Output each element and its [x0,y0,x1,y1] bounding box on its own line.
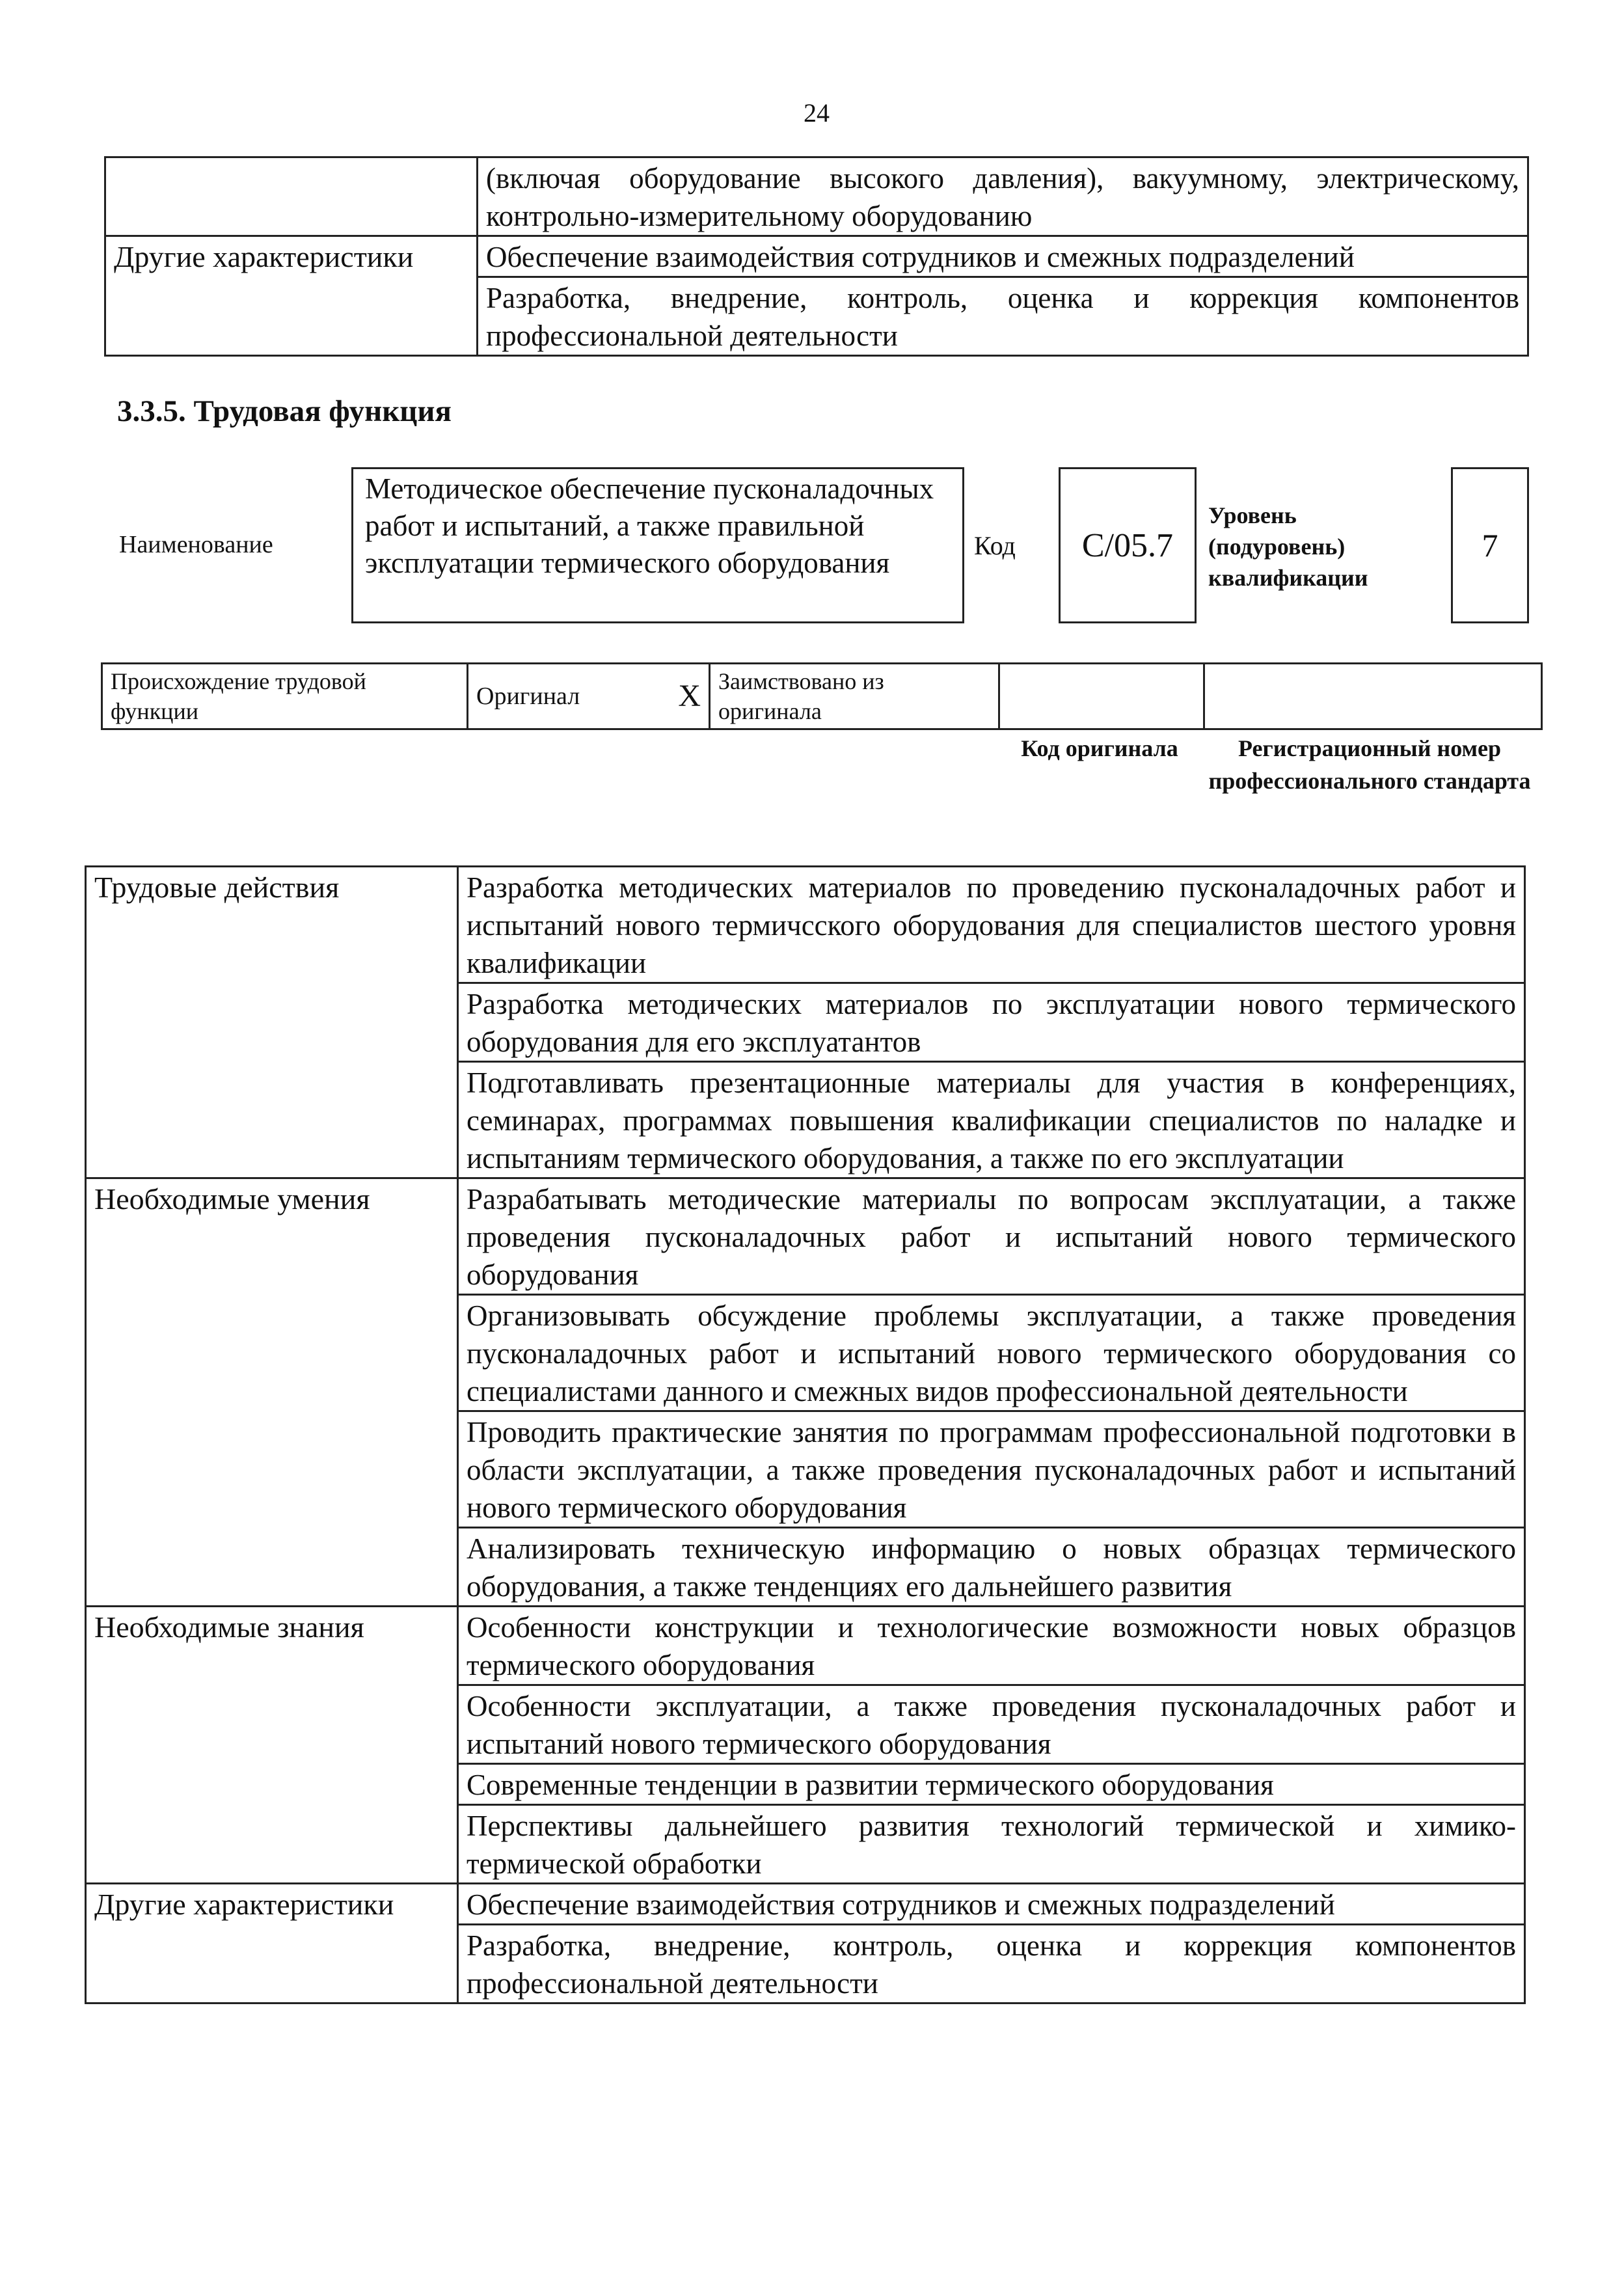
table-cell: Подготавливать презентационные материалы для участия в конференциях, семинарах, программах повышения квалификации специалистов по наладке и испытаниям термического оборудования, а также по его эксплуатации [458,1062,1525,1178]
origin-code-cell [999,664,1204,729]
table-cell: Разработка методических материалов по проведению пусконаладочных работ и испытаний нового термичсского оборудования для специалистов шестого уровня квалификации [458,867,1525,983]
code-label: Код [974,531,1016,560]
code-original-caption: Код оригинала [1021,735,1178,761]
page-number: 24 [804,98,830,128]
table-cell: Особенности конструкции и технологические возможности новых образцов термического оборудования [458,1607,1525,1685]
empty-label-cell [105,157,478,236]
name-label: Наименование [119,531,273,558]
table-cell: Современные тенденции в развитии термического оборудования [458,1764,1525,1805]
continuation-table [104,156,1529,357]
level-label-text: Уровень (подуровень) квалификации [1208,502,1368,591]
row-label-actions: Трудовые действия [86,867,458,1178]
level-label [1208,500,1429,593]
table-cell: Обеспечение взаимодействия сотрудников и смежных подразделений [458,1884,1525,1925]
table-cell: (включая оборудование высокого давления), вакуумному, электрическому, контрольно-измерительному оборудованию [478,157,1528,236]
table-cell: Разработка, внедрение, контроль, оценка и коррекция компонентов профессиональной деятельности [478,277,1528,356]
row-label-skills: Необходимые умения [86,1178,458,1607]
table-cell: Обеспечение взаимодействия сотрудников и смежных подразделений [478,236,1528,277]
main-table [85,865,1526,2004]
section-heading: 3.3.5. Трудовая функция [117,394,452,428]
table-cell: Организовывать обсуждение проблемы эксплуатации, а также проведения пусконаладочных работ и испытаний нового термического оборудования со специалистами данного и смежных видов профессиональной деятельности [458,1295,1525,1411]
table-cell: Особенности эксплуатации, а также проведения пусконаладочных работ и испытаний нового термического оборудования [458,1685,1525,1764]
origin-original-cell [468,664,710,729]
table-cell: Разработка методических материалов по эксплуатации нового термического оборудования для его эксплуатантов [458,983,1525,1062]
table-cell: Проводить практические занятия по программам профессиональной подготовки в области эксплуатации, а также проведения пусконаладочных работ и испытаний нового термического оборудования [458,1411,1525,1528]
table-cell: Перспективы дальнейшего развития технологий термической и химико-термической обработки [458,1805,1525,1884]
table-cell: Разрабатывать методические материалы по вопросам эксплуатации, а также проведения пусконаладочных работ и испытаний нового термического оборудования [458,1178,1525,1295]
row-label-knowledge: Необходимые знания [86,1607,458,1884]
origin-label: Происхождение трудовой функции [102,664,468,729]
origin-original-label: Оригинал [476,683,580,710]
origin-mark: X [678,679,701,713]
origin-borrowed: Заимствовано из оригинала [710,664,999,729]
origin-reg-cell [1204,664,1542,729]
table-cell: Анализировать техническую информацию о новых образцах термического оборудования, а также тенденциях его дальнейшего развития [458,1528,1525,1607]
row-label-other: Другие характеристики [105,236,478,356]
level-box: 7 [1451,467,1529,623]
row-label-other: Другие характеристики [86,1884,458,2004]
function-name-box: Методическое обеспечение пусконаладочных работ и испытаний, а также правильной эксплуатации термического оборудования [351,467,964,623]
function-code-box: C/05.7 [1059,467,1197,623]
origin-table [101,662,1543,730]
reg-number-caption: Регистрационный номер профессионального стандарта [1208,735,1531,794]
table-cell: Разработка, внедрение, контроль, оценка и коррекция компонентов профессиональной деятельности [458,1925,1525,2004]
